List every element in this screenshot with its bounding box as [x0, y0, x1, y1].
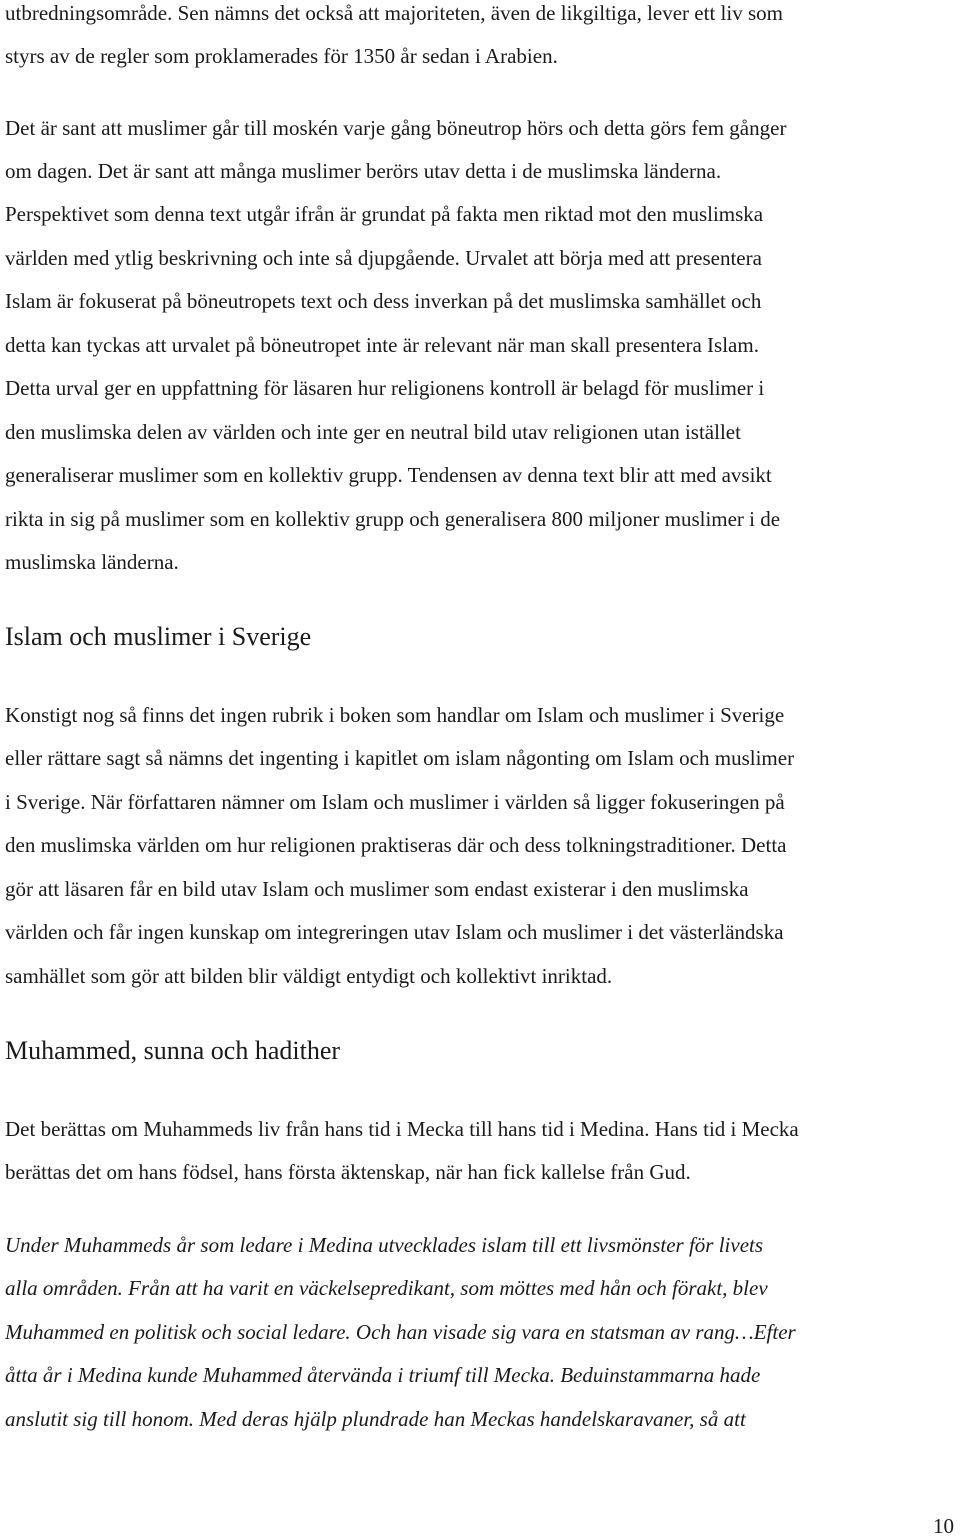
paragraph-line: Detta urval ger en uppfattning för läsaren hur religionens kontroll är belagd för muslimer i — [5, 376, 765, 400]
quote-line: alla områden. Från att ha varit en väckelsepredikant, som möttes med hån och förakt, blev — [5, 1276, 768, 1300]
paragraph-line: eller rättare sagt så nämns det ingenting i kapitlet om islam någonting om Islam och muslimer — [5, 746, 795, 770]
paragraph-line: Det berättas om Muhammeds liv från hans tid i Mecka till hans tid i Medina. Hans tid i Mecka — [5, 1117, 799, 1141]
quote-line: åtta år i Medina kunde Muhammed återvända i triumf till Mecka. Beduinstammarna hade — [5, 1363, 761, 1387]
section-heading: Islam och muslimer i Sverige — [5, 622, 312, 651]
paragraph-line: den muslimska delen av världen och inte ger en neutral bild utav religionen utan istället — [5, 420, 741, 444]
page-number: 10 — [933, 1514, 954, 1538]
paragraph-line: muslimska länderna. — [5, 550, 179, 574]
paragraph-line: generaliserar muslimer som en kollektiv grupp. Tendensen av denna text blir att med avsikt — [5, 463, 772, 487]
paragraph-line: världen och får ingen kunskap om integreringen utav Islam och muslimer i det västerländska — [5, 920, 784, 944]
paragraph-line: rikta in sig på muslimer som en kollektiv grupp och generalisera 800 miljoner muslimer i de — [5, 507, 781, 531]
paragraph-line: samhället som gör att bilden blir väldigt entydigt och kollektivt inriktad. — [5, 964, 613, 988]
quote-line: anslutit sig till honom. Med deras hjälp plundrade han Meckas handelskaravaner, så att — [5, 1407, 746, 1431]
paragraph-line: Islam är fokuserat på böneutropets text och dess inverkan på det muslimska samhället och — [5, 289, 762, 313]
paragraph-line: i Sverige. När författaren nämner om Islam och muslimer i världen så ligger fokuseringen på — [5, 790, 785, 814]
paragraph-line: gör att läsaren får en bild utav Islam och muslimer som endast existerar i den muslimska — [5, 877, 749, 901]
paragraph-line: den muslimska världen om hur religionen praktiseras där och dess tolkningstraditioner. Detta — [5, 833, 787, 857]
paragraph-line: utbredningsområde. Sen nämns det också att majoriteten, även de likgiltiga, lever ett liv som — [5, 1, 783, 25]
paragraph-line: detta kan tyckas att urvalet på böneutropet inte är relevant när man skall presentera Islam. — [5, 333, 759, 357]
paragraph-line: styrs av de regler som proklamerades för 1350 år sedan i Arabien. — [5, 44, 558, 68]
quote-line: Muhammed en politisk och social ledare. Och han visade sig vara en statsman av rang…Efter — [5, 1320, 796, 1344]
quote-line: Under Muhammeds år som ledare i Medina utvecklades islam till ett livsmönster för livets — [5, 1233, 764, 1257]
section-heading: Muhammed, sunna och hadither — [5, 1036, 341, 1065]
paragraph-line: världen med ytlig beskrivning och inte så djupgående. Urvalet att börja med att presentera — [5, 246, 762, 270]
paragraph-line: Perspektivet som denna text utgår ifrån är grundat på fakta men riktad mot den muslimska — [5, 202, 764, 226]
paragraph-line: Konstigt nog så finns det ingen rubrik i boken som handlar om Islam och muslimer i Sverige — [5, 703, 785, 727]
paragraph-line: om dagen. Det är sant att många muslimer berörs utav detta i de muslimska länderna. — [5, 159, 722, 183]
paragraph-line: Det är sant att muslimer går till moskén varje gång böneutrop hörs och detta görs fem gånger — [5, 116, 787, 140]
paragraph-line: berättas det om hans födsel, hans första äktenskap, när han fick kallelse från Gud. — [5, 1160, 691, 1184]
